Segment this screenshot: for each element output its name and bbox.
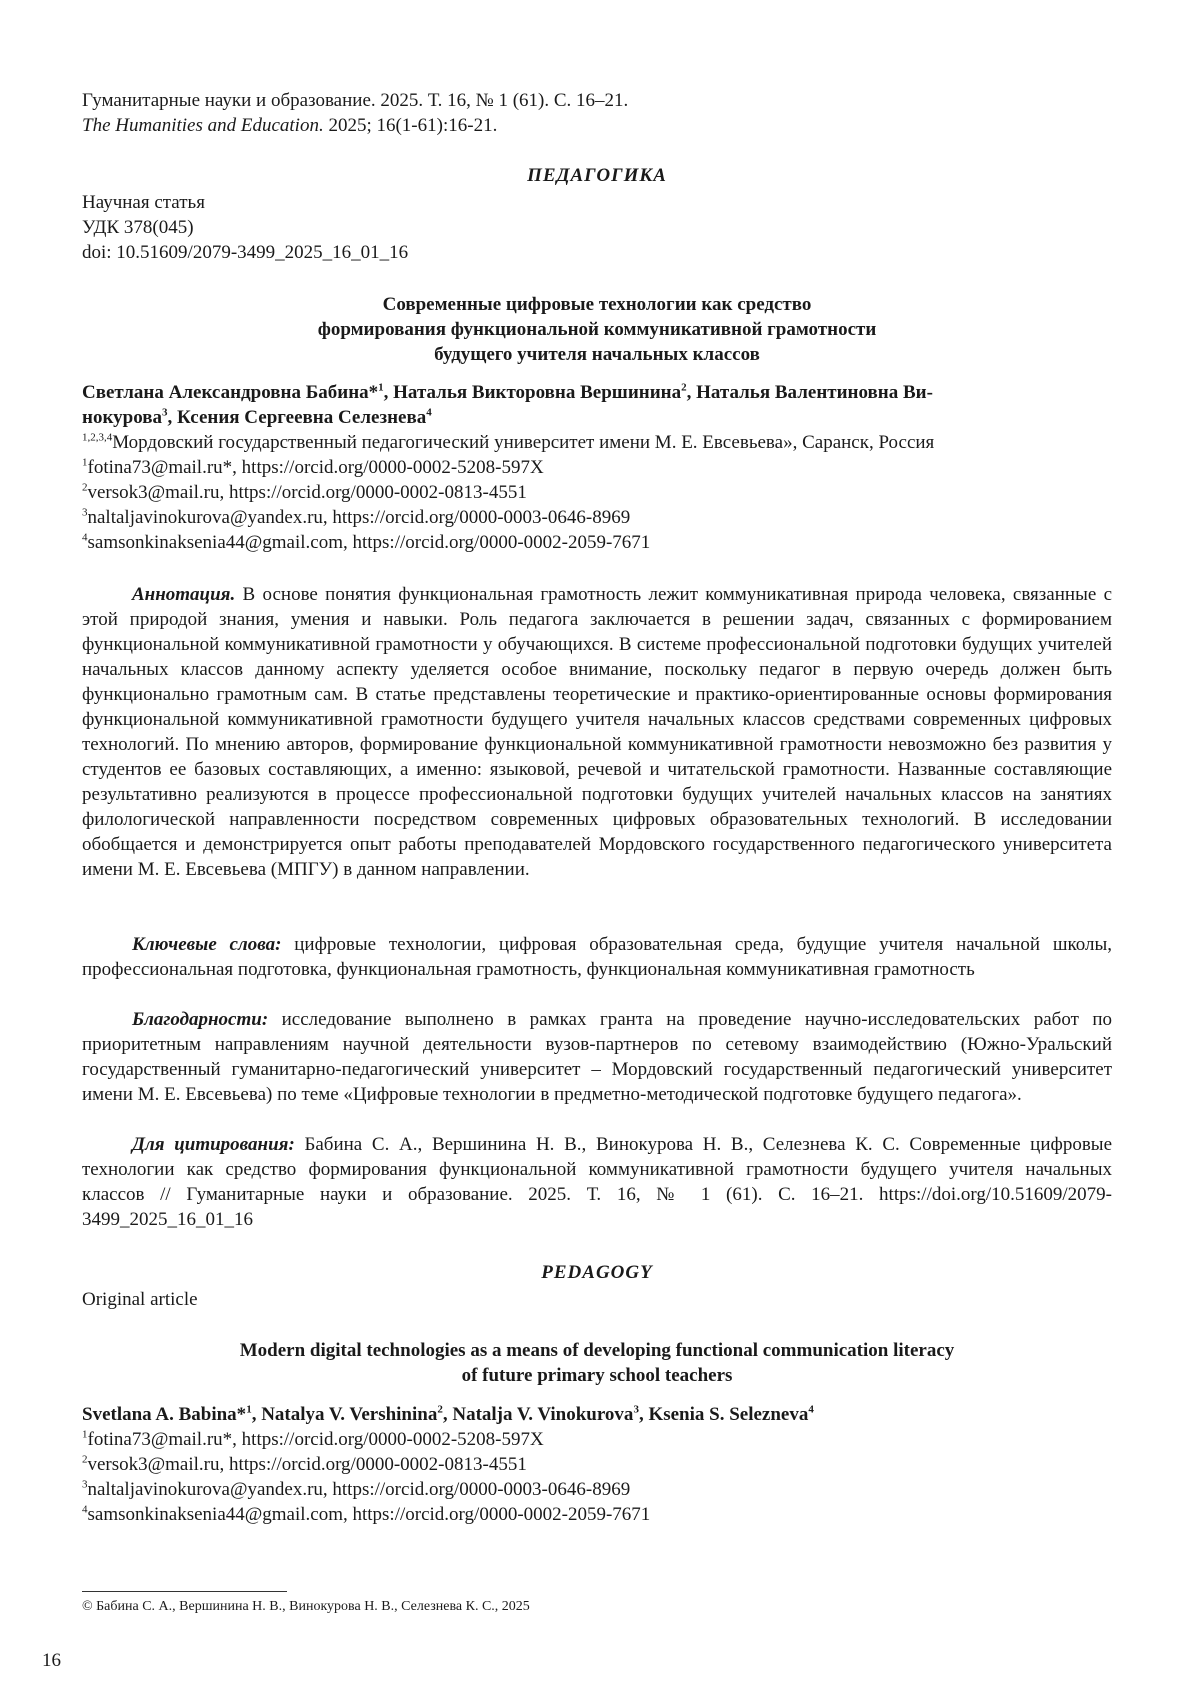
abstract-label: Аннотация.	[132, 584, 236, 605]
contact-line	[82, 1452, 527, 1477]
title-en-line: Modern digital technologies as a means of developing functional communication literacy	[239, 1340, 955, 1361]
title-ru-line: формирования функциональной коммуникативной грамотности	[317, 319, 877, 340]
authors-ru-line	[82, 405, 1112, 430]
author-sup: 4	[426, 406, 432, 419]
keywords-label: Ключевые слова:	[132, 934, 282, 955]
author-name: Светлана Александровна Бабина*	[82, 382, 379, 403]
citation-label: Для цитирования:	[132, 1134, 295, 1155]
contact-sup: 1	[82, 1428, 88, 1441]
contact-sup: 2	[82, 1453, 88, 1466]
journal-citation-en	[82, 113, 497, 138]
contact-sup: 3	[82, 506, 88, 519]
footnote-rule	[82, 1591, 287, 1592]
authors-ru-line	[82, 380, 1112, 405]
authors-en	[82, 1402, 814, 1427]
contact-text: fotina73@mail.ru*, https://orcid.org/0000-0002-5208-597X	[87, 457, 544, 478]
author-sup: 3	[633, 1403, 639, 1416]
author-separator: ,	[686, 382, 697, 403]
author-name: Natalja V. Vinokurova	[452, 1404, 634, 1425]
author-separator: ,	[383, 382, 394, 403]
udc-code: УДК 378(045)	[82, 217, 194, 238]
contact-sup: 1	[82, 456, 88, 469]
author-name: Наталья Викторовна Вершинина	[393, 382, 682, 403]
article-title-en	[82, 1338, 1112, 1388]
author-name: нокурова	[82, 407, 162, 428]
journal-citation-ru: Гуманитарные науки и образование. 2025. Т. 16, № 1 (61). С. 16–21.	[82, 90, 629, 111]
contact-sup: 2	[82, 481, 88, 494]
author-sup: 1	[378, 381, 384, 394]
contact-sup: 4	[82, 1503, 88, 1516]
rubric-en: PEDAGOGY	[541, 1262, 653, 1283]
contact-line	[82, 530, 650, 555]
title-ru-line: Современные цифровые технологии как средство	[382, 294, 812, 315]
contact-text: naltaljavinokurova@yandex.ru, https://orcid.org/0000-0003-0646-8969	[87, 507, 631, 528]
article-type-ru: Научная статья	[82, 192, 205, 213]
author-sup: 1	[246, 1403, 252, 1416]
contact-line	[82, 1502, 650, 1527]
affiliation-sup: 1,2,3,4	[82, 431, 113, 444]
copyright-footnote: © Бабина С. А., Вершинина Н. В., Винокурова Н. В., Селезнева К. С., 2025	[82, 1599, 530, 1614]
author-name: Svetlana A. Babina*	[82, 1404, 247, 1425]
acknowledgements-text: исследование выполнено в рамках гранта на проведение научно-исследовательских работ по приоритетным направлениям научной деятельности вузов-партнеров по сетевому взаимодействию (Южно-Уральский государственный гуманитарно-педагогический университет – Мордовский государственный педагогический университет имени М. Е. Евсевьева) по теме «Цифровые технологии в предметно-методической подготовке будущего педагога».	[82, 1009, 1112, 1105]
contact-line	[82, 1427, 544, 1452]
contact-line	[82, 455, 544, 480]
abstract-text: В основе понятия функциональная грамотность лежит коммуникативная природа человека, связанные с этой природой знания, умения и навыки. Роль педагога заключается в решении задач, связанных с формированием функциональной коммуникативной грамотности у обучающихся. В системе профессиональной подготовки будущих учителей начальных классов данному аспекту уделяется особое внимание, поскольку педагог в первую очередь должен быть функционально грамотным сам. В статье представлены теоретические и практико-ориентированные основы формирования функциональной коммуникативной грамотности будущего учителя начальных классов средствами современных цифровых технологий. По мнению авторов, формирование функциональной коммуникативной грамотности невозможно без развития у студентов ее базовых составляющих, а именно: языковой, речевой и читательской грамотности. Названные составляющие результативно реализуются в процессе профессиональной подготовки будущих учителей начальных классов на занятиях филологической направленности посредством современных цифровых образовательных технологий. В исследовании обобщается и демонстрируется опыт работы преподавателей Мордовского государственного педагогического университета имени М. Е. Евсевьева (МПГУ) в данном направлении.	[82, 584, 1112, 880]
contact-text: versok3@mail.ru, https://orcid.org/0000-0002-0813-4551	[87, 482, 527, 503]
keywords-paragraph	[82, 932, 1112, 982]
journal-citation-en-rest: 2025; 16(1-61):16-21.	[323, 115, 498, 136]
author-sup: 2	[681, 381, 687, 394]
authors-ru	[82, 380, 1112, 430]
author-name: Ксения Сергеевна Селезнева	[176, 407, 427, 428]
author-sup: 4	[808, 1403, 814, 1416]
doi: doi: 10.51609/2079-3499_2025_16_01_16	[82, 242, 409, 263]
acknowledgements-paragraph	[82, 1007, 1112, 1107]
citation-paragraph	[82, 1132, 1112, 1232]
author-name: Ksenia S. Selezneva	[648, 1404, 809, 1425]
author-name: Наталья Валентиновна Ви-	[696, 382, 933, 403]
keywords-text: цифровые технологии, цифровая образовательная среда, будущие учителя начальной школы, профессиональная подготовка, функциональная грамотность, функциональная коммуникативная грамотность	[82, 934, 1112, 980]
contact-text: naltaljavinokurova@yandex.ru, https://orcid.org/0000-0003-0646-8969	[87, 1479, 631, 1500]
author-sup: 2	[437, 1403, 443, 1416]
acknowledgements-label: Благодарности:	[132, 1009, 269, 1030]
author-separator: ,	[167, 407, 177, 428]
contact-text: versok3@mail.ru, https://orcid.org/0000-0002-0813-4551	[87, 1454, 527, 1475]
affiliation-text: Мордовский государственный педагогический университет имени М. Е. Евсевьева», Саранск, Россия	[112, 432, 935, 453]
contact-text: fotina73@mail.ru*, https://orcid.org/0000-0002-5208-597X	[87, 1429, 544, 1450]
author-separator: ,	[251, 1404, 262, 1425]
abstract-paragraph	[82, 582, 1112, 882]
article-type-en: Original article	[82, 1289, 198, 1310]
citation-text: Бабина С. А., Вершинина Н. В., Винокурова Н. В., Селезнева К. С. Современные цифровые технологии как средство формирования функциональной коммуникативной грамотности будущего учителя начальных классов // Гуманитарные науки и образование. 2025. Т. 16, № 1 (61). С. 16–21. https://doi.org/10.51609/2079-3499_2025_16_01_16	[82, 1134, 1113, 1230]
title-en-line: of future primary school teachers	[461, 1365, 733, 1386]
contact-line	[82, 1477, 630, 1502]
article-title-ru	[82, 292, 1112, 367]
rubric-ru: ПЕДАГОГИКА	[527, 165, 667, 186]
contact-sup: 4	[82, 531, 88, 544]
author-name: Natalya V. Vershinina	[261, 1404, 438, 1425]
affiliation-ru	[82, 430, 934, 455]
page-number: 16	[42, 1650, 61, 1671]
contact-sup: 3	[82, 1478, 88, 1491]
contact-line	[82, 480, 527, 505]
journal-name-en: The Humanities and Education.	[82, 115, 324, 136]
title-ru-line: будущего учителя начальных классов	[434, 344, 760, 365]
contact-text: samsonkinaksenia44@gmail.com, https://orcid.org/0000-0002-2059-7671	[87, 1504, 651, 1525]
author-separator: ,	[638, 1404, 649, 1425]
contact-line	[82, 505, 630, 530]
author-sup: 3	[161, 406, 168, 419]
author-separator: ,	[442, 1404, 453, 1425]
contact-text: samsonkinaksenia44@gmail.com, https://orcid.org/0000-0002-2059-7671	[87, 532, 651, 553]
